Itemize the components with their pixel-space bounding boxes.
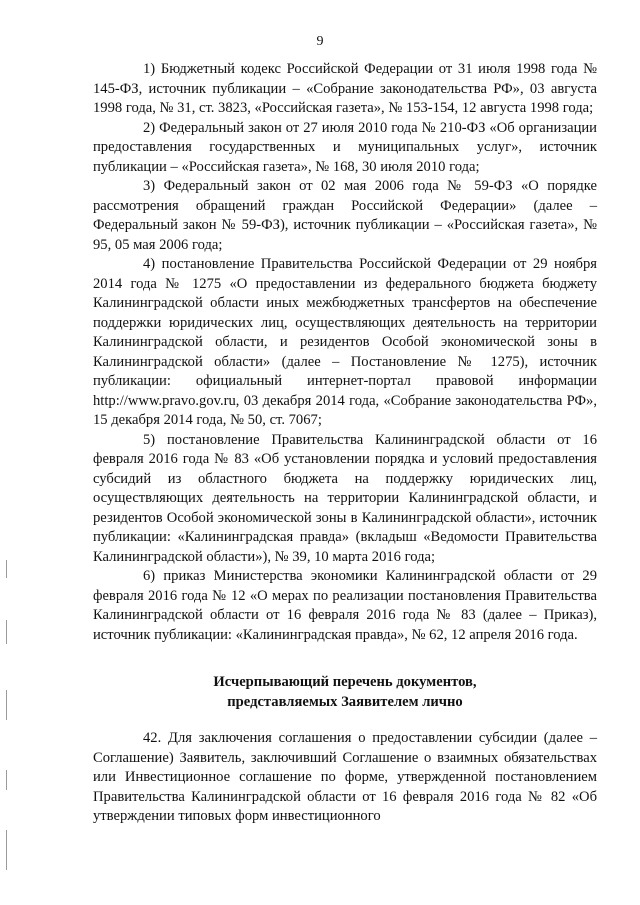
section-heading-line-2: представляемых Заявителем лично <box>227 693 463 710</box>
legal-source-item-4: 4) постановление Правительства Российской Федерации от 29 ноября 2014 года № 1275 «О предоставлении из федерального бюджета бюджету Калининградской области иных межбюджетных трансфертов на обеспечение поддержки юридических лиц, осуществляющих деятельность на территории Калининградской области, и резидентов Особой экономической зоны в Калининградской области» (далее – Постановление № 1275), источник публикации: официальный интернет-портал правовой информации http://www.pravo.gov.ru, 03 декабря 2014 года, «Собрание законодательства РФ», 15 декабря 2014 года, № 50, ст. 7067; <box>93 256 597 428</box>
binding-mark <box>6 620 7 644</box>
binding-mark <box>6 560 7 578</box>
document-body <box>93 60 597 827</box>
legal-source-item-2: 2) Федеральный закон от 27 июля 2010 года № 210-ФЗ «Об организации предоставления государственных и муниципальных услуг», источник публикации – «Российская газета», № 168, 30 июля 2010 года; <box>93 119 597 175</box>
legal-source-item-6: 6) приказ Министерства экономики Калининградской области от 29 февраля 2016 года № 12 «О мерах по реализации постановления Правительства Калининградской области от 16 февраля 2016 года № 83 (далее – Приказ), источник публикации: «Калининградская правда», № 62, 12 апреля 2016 года. <box>93 568 597 643</box>
binding-mark <box>6 770 7 790</box>
legal-source-item-1: 1) Бюджетный кодекс Российской Федерации от 31 июля 1998 года № 145-ФЗ, источник публикации – «Собрание законодательства РФ», 03 августа 1998 года, № 31, ст. 3823, «Российская газета», № 153-154, 12 августа 1998 года; <box>93 61 597 116</box>
legal-source-item-3: 3) Федеральный закон от 02 мая 2006 года № 59-ФЗ «О порядке рассмотрения обращений граждан Российской Федерации» (далее – Федеральный закон № 59-ФЗ), источник публикации – «Российская газета», № 95, 05 мая 2006 года; <box>93 178 597 253</box>
section-heading-line-1: Исчерпывающий перечень документов, <box>213 674 477 690</box>
paragraph-42: 42. Для заключения соглашения о предоставлении субсидии (далее – Соглашение) Заявитель, заключивший Соглашение о взаимных обязательствах или Инвестиционное соглашение по форме, утвержденной постановлением Правительства Калининградской области от 16 февраля 2016 года № 82 «Об утверждении типовых форм инвестиционного <box>93 730 597 824</box>
binding-mark <box>6 830 7 870</box>
section-heading <box>93 673 597 712</box>
binding-edge-marks <box>6 560 10 900</box>
legal-source-item-5: 5) постановление Правительства Калининградской области от 16 февраля 2016 года № 83 «Об установлении порядка и условий предоставления субсидий из областного бюджета на поддержку юридических лиц, осуществляющих деятельность на территории Калининградской области, и резидентов Особой экономической зоны в Калининградской области», источник публикации: «Калининградская правда» (вкладыш «Ведомости Правительства Калининградской области»), № 39, 10 марта 2016 года; <box>93 431 597 565</box>
page-number: 9 <box>316 34 324 49</box>
binding-mark <box>6 690 7 720</box>
